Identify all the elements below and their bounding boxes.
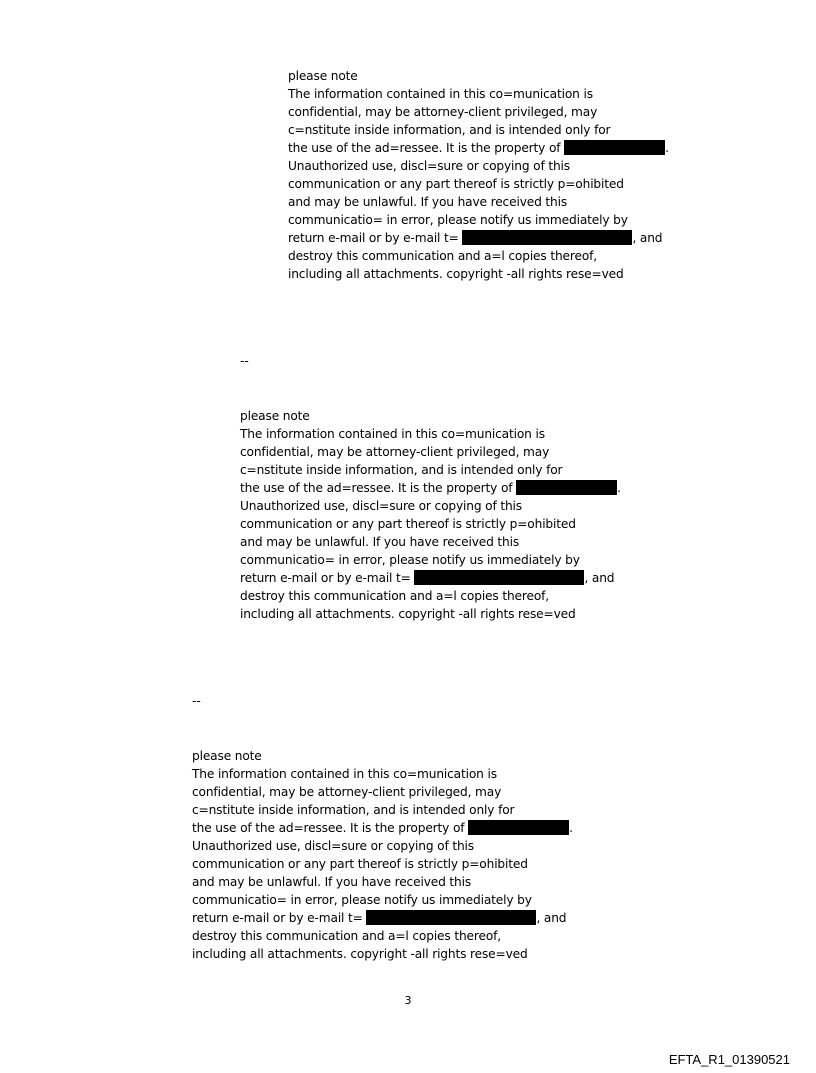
- disclaimer-line: [192, 909, 573, 927]
- disclaimer-text: , and: [536, 911, 567, 925]
- disclaimer-line: [288, 139, 669, 157]
- page-number: 3: [404, 994, 412, 1007]
- disclaimer-text: , and: [584, 571, 615, 585]
- redaction-box: [366, 910, 536, 925]
- disclaimer-line: destroy this communication and a=l copies thereof,: [288, 249, 597, 263]
- disclaimer-line: confidential, may be attorney-client privileged, may: [288, 105, 598, 119]
- disclaimer-line: c=nstitute inside information, and is intended only for: [240, 463, 563, 477]
- disclaimer-line: confidential, may be attorney-client privileged, may: [192, 785, 502, 799]
- redaction-box: [564, 140, 665, 155]
- disclaimer-line: communicatio= in error, please notify us immediately by: [240, 553, 580, 567]
- redaction-box: [462, 230, 632, 245]
- disclaimer-line: The information contained in this co=munication is: [240, 427, 545, 441]
- disclaimer-line: destroy this communication and a=l copies thereof,: [192, 929, 501, 943]
- disclaimer-line: The information contained in this co=munication is: [288, 87, 593, 101]
- disclaimer-line: including all attachments. copyright -all rights rese=ved: [288, 267, 624, 281]
- disclaimer-text: .: [569, 821, 573, 835]
- disclaimer-line: communicatio= in error, please notify us immediately by: [288, 213, 628, 227]
- disclaimer-line: communicatio= in error, please notify us immediately by: [192, 893, 532, 907]
- disclaimer-text: return e-mail or by e-mail t=: [288, 231, 463, 245]
- redaction-box: [468, 820, 569, 835]
- disclaimer-line: confidential, may be attorney-client privileged, may: [240, 445, 550, 459]
- disclaimer-line: Unauthorized use, discl=sure or copying of this: [240, 499, 522, 513]
- disclaimer-line: destroy this communication and a=l copies thereof,: [240, 589, 549, 603]
- disclaimer-heading: please note: [192, 749, 262, 763]
- disclaimer-line: including all attachments. copyright -all rights rese=ved: [240, 607, 576, 621]
- disclaimer-line: [240, 569, 621, 587]
- disclaimer-text: .: [665, 141, 669, 155]
- disclaimer-block-1: [288, 67, 669, 283]
- disclaimer-line: [240, 479, 621, 497]
- disclaimer-heading: please note: [240, 409, 310, 423]
- disclaimer-line: communication or any part thereof is strictly p=ohibited: [240, 517, 576, 531]
- disclaimer-line: communication or any part thereof is strictly p=ohibited: [288, 177, 624, 191]
- disclaimer-line: and may be unlawful. If you have received this: [192, 875, 472, 889]
- disclaimer-line: [288, 229, 669, 247]
- disclaimer-line: communication or any part thereof is strictly p=ohibited: [192, 857, 528, 871]
- disclaimer-text: the use of the ad=ressee. It is the property of: [240, 481, 517, 495]
- separator: --: [192, 694, 201, 708]
- disclaimer-line: Unauthorized use, discl=sure or copying of this: [192, 839, 474, 853]
- disclaimer-text: return e-mail or by e-mail t=: [240, 571, 415, 585]
- disclaimer-line: including all attachments. copyright -all rights rese=ved: [192, 947, 528, 961]
- disclaimer-line: and may be unlawful. If you have received this: [240, 535, 520, 549]
- disclaimer-block-3: [192, 747, 573, 963]
- separator: --: [240, 354, 249, 368]
- disclaimer-line: and may be unlawful. If you have received this: [288, 195, 568, 209]
- redaction-box: [516, 480, 617, 495]
- disclaimer-line: [192, 819, 573, 837]
- disclaimer-text: .: [617, 481, 621, 495]
- disclaimer-text: return e-mail or by e-mail t=: [192, 911, 367, 925]
- disclaimer-line: c=nstitute inside information, and is intended only for: [192, 803, 515, 817]
- disclaimer-text: the use of the ad=ressee. It is the property of: [288, 141, 565, 155]
- disclaimer-line: The information contained in this co=munication is: [192, 767, 497, 781]
- disclaimer-text: the use of the ad=ressee. It is the property of: [192, 821, 469, 835]
- disclaimer-line: c=nstitute inside information, and is intended only for: [288, 123, 611, 137]
- bates-number: EFTA_R1_01390521: [668, 1052, 790, 1067]
- redaction-box: [414, 570, 584, 585]
- disclaimer-heading: please note: [288, 69, 358, 83]
- disclaimer-block-2: [240, 407, 621, 623]
- disclaimer-text: , and: [632, 231, 663, 245]
- disclaimer-line: Unauthorized use, discl=sure or copying of this: [288, 159, 570, 173]
